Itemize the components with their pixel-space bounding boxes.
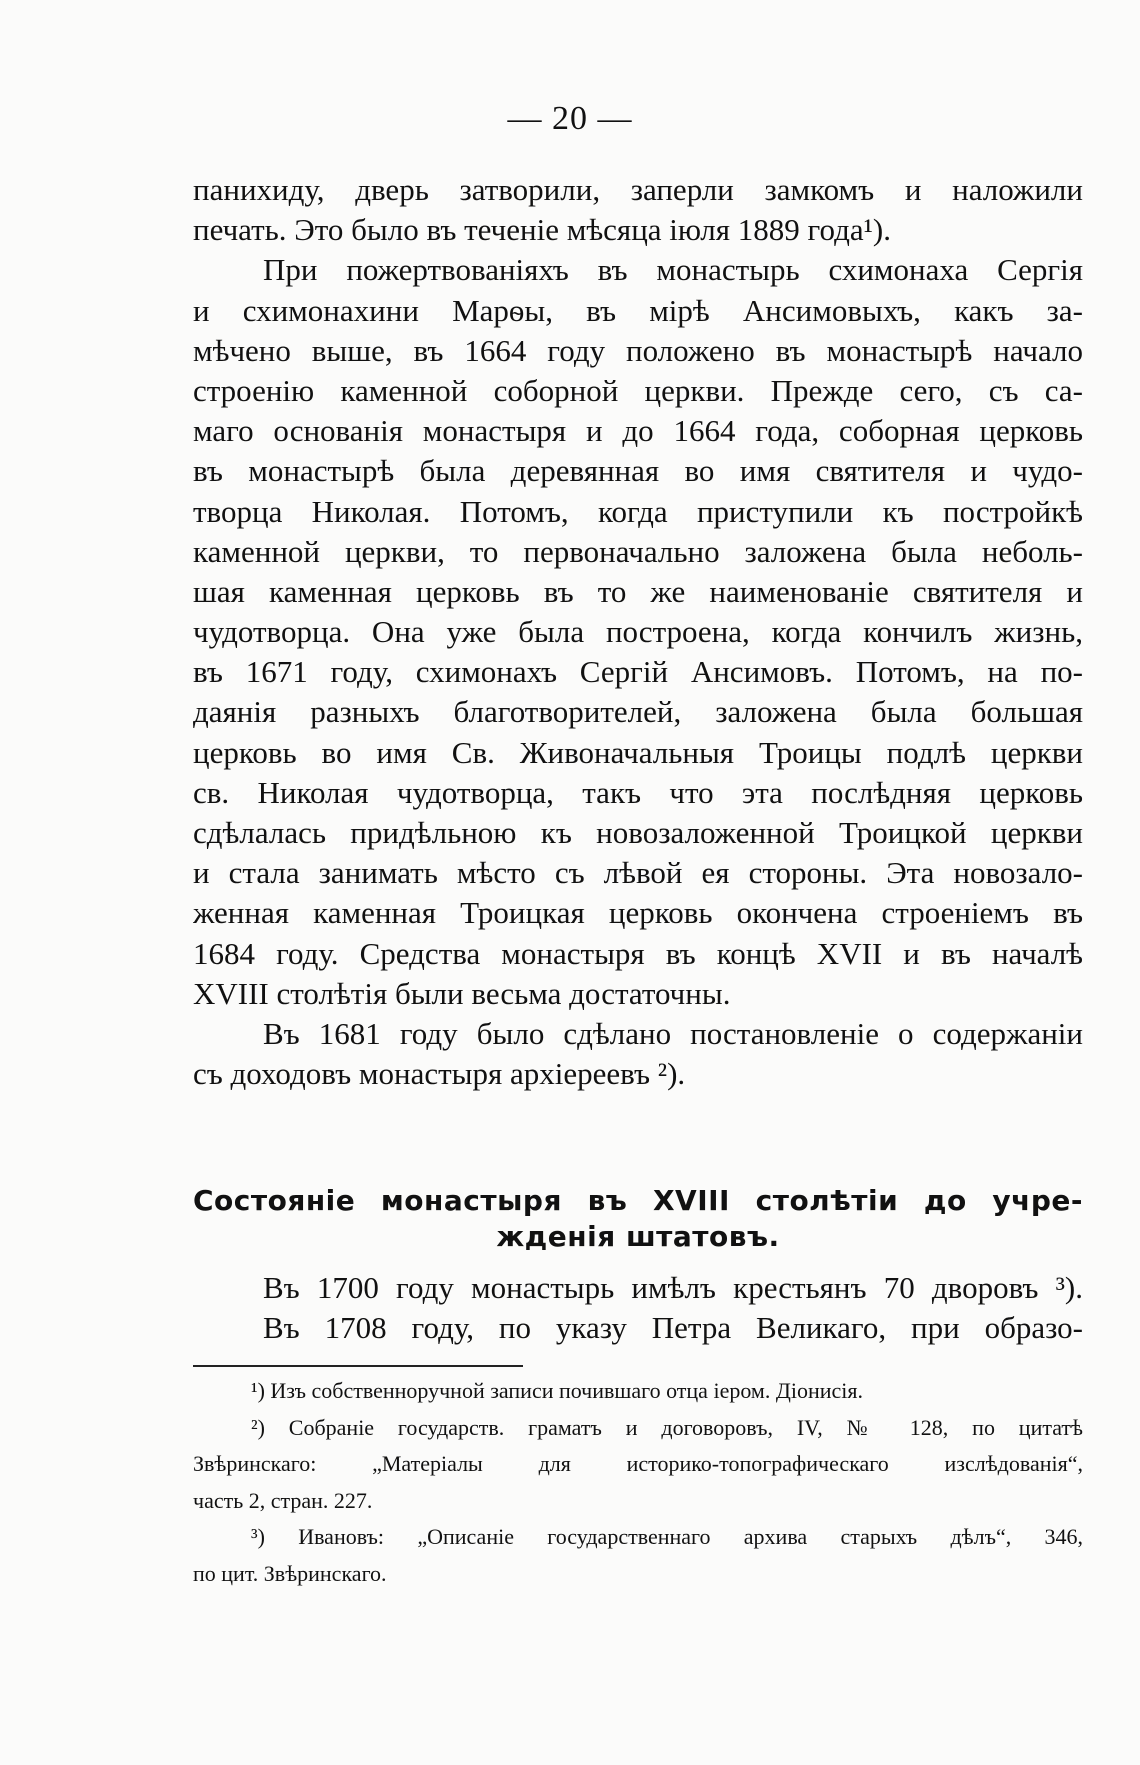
text-line: и стала занимать мѣсто съ лѣвой ея стороны. Эта новозало-	[193, 855, 1083, 891]
footnote-line: Звѣринскаго: „Матеріалы для историко-топографическаго изслѣдованія“,	[193, 1451, 1083, 1476]
text-line: мѣчено выше, въ 1664 году положено въ монастырѣ начало	[193, 332, 1083, 368]
footnote-line: ¹) Изъ собственноручной записи почившаго отца іером. Діонисія.	[251, 1378, 863, 1403]
text-line: XVIII столѣтія были весьма достаточны.	[193, 975, 731, 1011]
main-text-continued	[193, 1268, 1083, 1348]
text-line: панихиду, дверь затворили, заперли замкомъ и наложили	[193, 172, 1083, 207]
footnote-line: часть 2, стран. 227.	[193, 1487, 373, 1513]
footnotes	[193, 1373, 1083, 1592]
footnote-divider	[193, 1365, 523, 1367]
section-heading-line: жденія штатовъ.	[496, 1220, 780, 1253]
footnote-line: по цит. Звѣринскаго.	[193, 1560, 387, 1586]
text-line: съ доходовъ монастыря архіереевъ ²).	[193, 1056, 686, 1092]
text-line: печать. Это было въ теченіе мѣсяца іюля 1889 года¹).	[193, 212, 891, 248]
text-line: Въ 1708 году, по указу Петра Великаго, при образо-	[263, 1310, 1083, 1346]
footnote-line: ³) Ивановъ: „Описаніе государственнаго архива старыхъ дѣлъ“, 346,	[251, 1524, 1083, 1549]
text-line: чудотворца. Она уже была построена, когда кончилъ жизнь,	[193, 614, 1083, 650]
text-line: даянія разныхъ благотворителей, заложена была большая	[193, 694, 1083, 730]
text-line: св. Николая чудотворца, такъ что эта послѣдняя церковь	[193, 774, 1083, 810]
text-line: строенію каменной соборной церкви. Прежде сего, съ са-	[193, 372, 1083, 408]
text-line: творца Николая. Потомъ, когда приступили къ постройкѣ	[193, 493, 1083, 529]
page-number: — 20 —	[507, 100, 633, 137]
text-line: въ монастырѣ была деревянная во имя святителя и чудо-	[193, 453, 1083, 489]
text-line: и схимонахини Марѳы, въ мірѣ Ансимовыхъ, какъ за-	[193, 292, 1083, 328]
text-line: При пожертвованіяхъ въ монастырь схимонаха Сергія	[263, 252, 1083, 288]
text-line: Въ 1700 году монастырь имѣлъ крестьянъ 70 дворовъ ³).	[263, 1270, 1083, 1305]
text-line: церковь во имя Св. Живоначальныя Троицы подлѣ церкви	[193, 734, 1083, 770]
text-line: Въ 1681 году было сдѣлано постановленіе о содержаніи	[263, 1015, 1083, 1051]
text-line: женная каменная Троицкая церковь окончена строеніемъ въ	[193, 895, 1083, 931]
text-line: въ 1671 году, схимонахъ Сергій Ансимовъ. Потомъ, на по-	[193, 654, 1083, 690]
text-line: каменной церкви, то первоначально заложена была неболь-	[193, 533, 1083, 569]
section-heading-line: Состояніе монастыря въ XVIII столѣтіи до учре-	[193, 1184, 1083, 1217]
main-text	[193, 170, 1083, 1094]
text-line: сдѣлалась придѣльною къ новозаложенной Троицкой церкви	[193, 815, 1083, 850]
text-line: 1684 году. Средства монастыря въ концѣ XVII и въ началѣ	[193, 935, 1083, 971]
text-line: маго основанія монастыря и до 1664 года, соборная церковь	[193, 413, 1083, 449]
text-line: шая каменная церковь въ то же наименованіе святителя и	[193, 573, 1083, 609]
footnote-line: ²) Собраніе государств. граматъ и договоровъ, IV, № 128, по цитатѣ	[251, 1414, 1083, 1440]
section-heading	[193, 1183, 1083, 1255]
